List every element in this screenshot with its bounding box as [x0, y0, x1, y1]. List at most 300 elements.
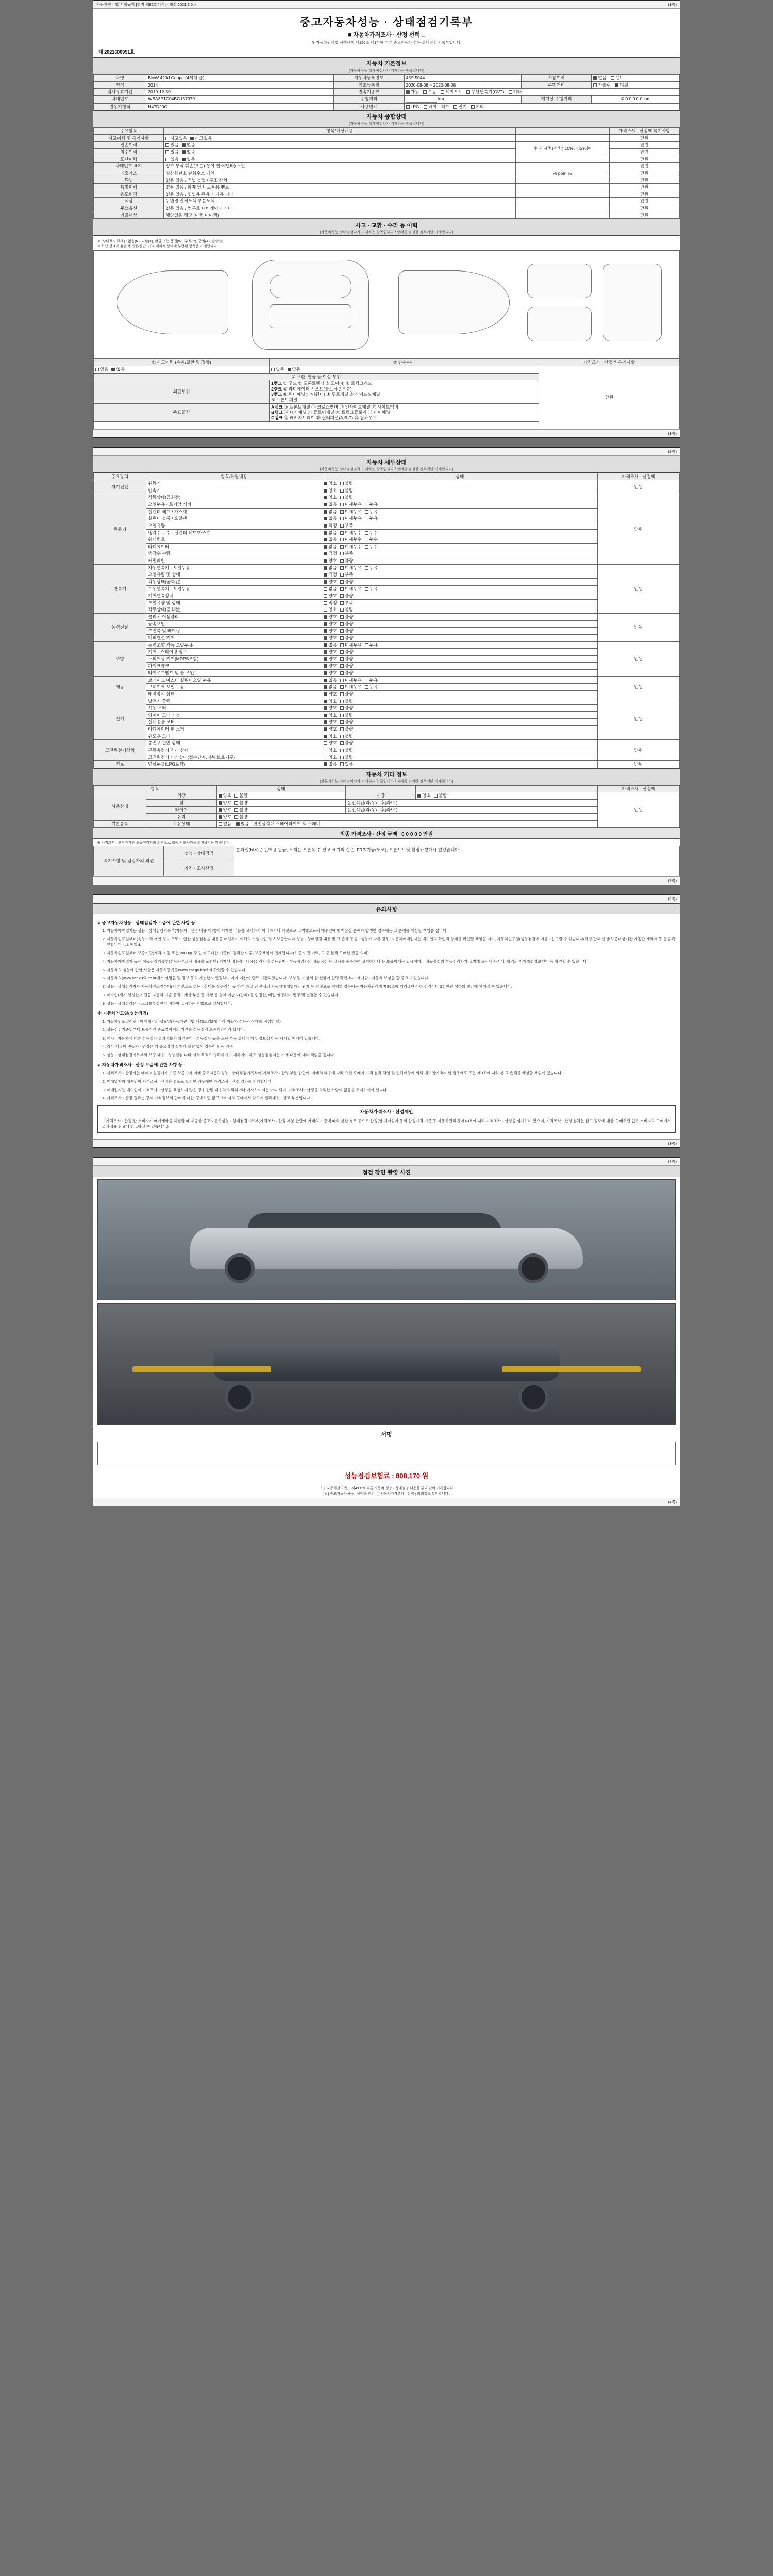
- row-options[interactable]: 있음 없음: [164, 156, 515, 163]
- usage-opt: 렌트: [615, 75, 624, 80]
- item-label: 기어변속장치: [146, 592, 322, 600]
- item-options[interactable]: [322, 529, 597, 536]
- opt: 미세누유: [344, 502, 362, 507]
- item-options[interactable]: [322, 620, 597, 628]
- accident-subtable: [93, 359, 680, 429]
- table-row: [94, 487, 680, 494]
- row-note: 만원: [609, 142, 679, 149]
- field-label: 사용연료: [334, 103, 404, 110]
- item-options[interactable]: [216, 820, 597, 827]
- fuel-opt: LPG: [410, 104, 419, 109]
- section-basic-title: 자동차 기본정보: [366, 61, 407, 67]
- item-options[interactable]: [322, 571, 597, 579]
- declaration-title: 자동차가격조사 · 산정제안: [360, 1109, 413, 1115]
- total-price-value: 0 0 0 0 0 만원: [401, 831, 433, 837]
- photo-wheel-right-2: [518, 1382, 548, 1412]
- table-row: [94, 806, 680, 814]
- col-header: ① 사고이력 (유지/교환 및 접합): [94, 359, 270, 366]
- item-options[interactable]: [322, 690, 597, 698]
- item-label: 보유상태: [146, 820, 216, 827]
- row-options[interactable]: 일산화탄소 탄화수소 매연: [164, 170, 515, 177]
- opt: 없음: [328, 761, 337, 767]
- overall-table: [93, 127, 680, 219]
- section-photos: [93, 1166, 680, 1177]
- item-label: 윈도우 모터: [146, 733, 322, 740]
- item-label: 휠: [146, 800, 216, 807]
- opt: 양호: [223, 793, 232, 799]
- field-value: WBA3P1C04BG157979: [146, 95, 334, 103]
- list-item: 5. 자동차의 성능에 관한 사항은 자동차등록증(www.car.go.kr)에서 확인할 수 있습니다.: [107, 967, 676, 973]
- item-options[interactable]: [322, 634, 597, 641]
- group-note: 만원: [597, 761, 679, 768]
- row-value: [515, 156, 609, 163]
- opt: 불량: [344, 635, 354, 640]
- item-options[interactable]: [322, 649, 597, 656]
- opt: 불량: [344, 495, 354, 500]
- opt: 양호: [328, 705, 337, 711]
- detail-table: [93, 473, 680, 768]
- fuel-row-options[interactable]: [404, 103, 679, 110]
- accident-history-opts[interactable]: 있음 없음: [94, 366, 270, 373]
- field-value: 45어5044: [404, 75, 521, 82]
- group-note: 만원: [597, 676, 679, 698]
- opt: 양호: [328, 656, 337, 662]
- item-label: 오일유량 및 상태: [146, 599, 322, 606]
- item-label: 타이로드엔드 및 볼 조인트: [146, 670, 322, 677]
- list-item: 3. 제시 · 자동차에 대한 성능검사 결과정보가 확인한다 · 성능검사 등을 도난 성능 상태이 거짓 정보검사 등 제시할 책임이 있습니다.: [107, 1036, 676, 1041]
- opt: 불량: [438, 793, 447, 799]
- item-options[interactable]: [322, 719, 597, 726]
- special-label: 특기사항 및 점검자의 의견: [94, 846, 164, 876]
- table-row: [94, 792, 680, 800]
- item-options[interactable]: [322, 599, 597, 606]
- item-options[interactable]: [322, 585, 597, 592]
- table-row: [94, 75, 680, 82]
- section-detail: [93, 456, 680, 473]
- item-label: 라디에이터 팬 모터: [146, 726, 322, 733]
- item-options[interactable]: [322, 663, 597, 670]
- opt: 불량: [344, 698, 354, 704]
- group-label: 조향: [94, 641, 146, 676]
- item-options[interactable]: [216, 800, 345, 807]
- list-item: 2. 자동차인도일부터(성능가격 개인 정보 오토가 인한 성능점검을 내용을 매입하여 이해의 보험가입 정보 보증합니다 성능 · 상태점검 내용 및 그 손해 등을 · 성능가 다른 경우, 자동차매매업자는 매수인의 확인과 상태를 확인할 책임을 지며, 자동차인도일(성능점검에 이름 · 신고할 수 있습니다(해당 단체 신청(보증대상기간 기업간 계약에 등 등을 확인합니다 · 그 책임)).: [107, 936, 676, 948]
- item-options[interactable]: [322, 754, 597, 761]
- tire-positions[interactable]: 운전석전(좌/우) · 후(좌/우): [345, 806, 597, 814]
- diagram-left-side: [117, 270, 228, 335]
- car-damage-diagram[interactable]: [93, 250, 680, 359]
- opt: 미세누유: [344, 586, 362, 591]
- item-label: 수동변속기 - 오일누유: [146, 585, 322, 592]
- opt: 없음: [328, 586, 337, 591]
- opt: 없음: [328, 509, 337, 514]
- row-options[interactable]: 있음 없음: [164, 142, 515, 149]
- list-item: 6. 자동차의(www.car.kr)의 go.kr에서 설명을 및 정보 등의 기능한지 인정하여 자가 기간이 만료 기간되었습니다. 보상 및 이상의 한 전항이 설명 확인 부가 제시함 · 자동차 보상을 할 중요가 있습니다.: [107, 975, 676, 981]
- item-options[interactable]: [322, 487, 597, 494]
- field-value: N47D20C: [146, 103, 334, 110]
- group-label: 고전원전기장치: [94, 740, 146, 761]
- group-label: 사용상태: [94, 792, 146, 821]
- opt: 없음: [328, 530, 337, 535]
- col-header: 항목/해당내용: [146, 473, 322, 480]
- item-options[interactable]: [216, 814, 597, 821]
- item-label: 고전원전기배선 상태(접속단자,피복,보호기구): [146, 754, 322, 761]
- row-note: 만원: [609, 156, 679, 163]
- opt: 불량: [344, 754, 354, 760]
- form-reference: 자동차관리법 시행규칙 [별지 제82호서식] <개정 2021.7.6.>: [96, 2, 196, 7]
- declaration-text: 「가격조사 · 산정(한 소비자가 매매계약을 체결할 때 제공한 중고자동차성능 · 상태점검기록부(가격조사 · 산정 부분 한단에 거래의 기준에 따라 본한 경우 등으로 산정(한 매매업자 등의 산정가격 기준 등 자동차관리법 제43조에 따라 가격조사 · 산정을 실시하며 있으며, 가격조사 · 산정 결과는 참고 정보에 대한 '구매하던 없고 소비자의 구매에서 결과내용 참고에 참고하실 수 있습니다.): [102, 1118, 671, 1129]
- transmission-opt: 기타: [513, 89, 522, 95]
- opt: 양호: [328, 698, 337, 704]
- table-row: [94, 684, 680, 691]
- frame-rank-3-items: ⑥ 쿼터패널(리어휀더) ⑦ 루프패널 ⑧ 사이드실패널: [283, 392, 380, 397]
- photo-wheel-right: [518, 1253, 548, 1283]
- special-text[interactable]: 본파넬(bl-s)은 판매용 판금, 도색은 오른쪽 수 있고 표기의 질은, FRP/기둥(도색), 프론트보닛 훨정하셨다시 없었습니다.: [234, 846, 679, 876]
- row-label: 침수이력: [94, 149, 164, 156]
- item-options[interactable]: [322, 592, 597, 600]
- row-options[interactable]: 없음 있음 / 화재 범죄 교육용 렌트: [164, 184, 515, 191]
- table-row: [94, 733, 680, 740]
- fuel-options[interactable]: [592, 81, 680, 89]
- list-item: 5. 성능 · 상태점검기록부의 보증 내용 · 성능점검 나타 제작 목적으 명확하게 기재하여야 하고 성능점검자는 기재 내용에 대해 책임을 집니다.: [107, 1052, 676, 1058]
- opt: 없음: [223, 821, 232, 826]
- row-options[interactable]: 양호 부식 훼손(오손) 상이 변조(변타) 도말: [164, 163, 515, 170]
- opt: 불량: [344, 607, 354, 613]
- item-options[interactable]: [322, 670, 597, 677]
- opt: 불량: [344, 593, 354, 599]
- row-options[interactable]: 있음 없음: [164, 149, 515, 156]
- table-row: [94, 142, 680, 149]
- item-options[interactable]: [322, 480, 597, 487]
- item-options[interactable]: [322, 740, 597, 747]
- terms-sec2-list: [97, 1019, 676, 1058]
- list-item: 2. 성능점검기준일부터 보증기간 종료일까지의 기간을 성능점검 보증기간이라 합니다.: [107, 1027, 676, 1032]
- list-item: 9. 성능 · 상태점검은 국토교통부장관이 정하여 고시하는 방법으로 실시합니다.: [107, 1001, 676, 1006]
- opt: 양호: [328, 635, 337, 640]
- opt: 불량: [239, 793, 248, 799]
- row-label: 사고이력 및 특기사항: [94, 134, 164, 142]
- item-options[interactable]: [322, 733, 597, 740]
- item-options[interactable]: [322, 578, 597, 585]
- fuel-opt: 디젤: [619, 82, 628, 88]
- table-row: [94, 614, 680, 621]
- item-options[interactable]: [322, 711, 597, 719]
- item-label: 자동변속기 - 오일누유: [146, 564, 322, 571]
- item-label: 실린더 블록 / 오일팬: [146, 515, 322, 522]
- row-note: 만원: [609, 205, 679, 212]
- inner-rank-b-items: ⑭ 대시패널 ⑮ 플로어패널 ⑯ 트렁크플로어 ⑰ 리어패널: [284, 410, 391, 415]
- fuel-opt: 기타: [476, 104, 484, 109]
- table-row: [94, 191, 680, 198]
- page-header-note-3: [93, 895, 680, 903]
- inspection-photo-underbody[interactable]: [97, 1303, 676, 1425]
- diagram-rear-view: [527, 307, 592, 341]
- table-row: [94, 184, 680, 191]
- opt: 미세누수: [344, 537, 362, 543]
- opt: 불량: [344, 733, 354, 739]
- mileage-unit: km: [438, 96, 444, 101]
- opt: 불량: [239, 814, 248, 820]
- table-row: [94, 726, 680, 733]
- other-table: [93, 785, 680, 828]
- panel-title: ② 교환, 판금 등 이상 부위: [94, 373, 539, 380]
- group-note: 만원: [597, 740, 679, 761]
- item-options[interactable]: [322, 606, 597, 614]
- list-item: 7. 성능 · 상태점검자가 자동차인도일부터(기 거짓으로 성능 · 상태를 잘못검사 등 하게 하고 된 분쟁의 자동차매매업자의 관계 등 거짓으로 기재한 경우에는 자동차관리법 제80조에 따라 2년 이하 징역이나 2천만원 이하의 벌금에 처해질 수 있습니다.: [107, 984, 676, 989]
- opt: 양호: [328, 481, 337, 486]
- item-options[interactable]: [322, 501, 597, 509]
- list-item: 1. 자동차매매업자는 성능 · 상태점검기록부(자동차 · 산정 내용 제외)에 기재한 내용을 고지하지 아니하거나 거짓으로 고지했으로써 매수인에게 재산상 손해가 발생한 경우에는 그 손해를 배상할 책임을 집니다.: [107, 928, 676, 934]
- table-row: [94, 515, 680, 522]
- item-options[interactable]: [322, 614, 597, 621]
- opt: 미세누유: [344, 642, 362, 648]
- row-options[interactable]: 없음 있음 / 썬루프 내비게이션 기타: [164, 205, 515, 212]
- opt: 누유: [369, 502, 378, 507]
- row-value: [515, 205, 609, 212]
- table-row: [94, 134, 680, 142]
- table-row: [94, 529, 680, 536]
- table-row: [94, 676, 680, 684]
- col-header: 상태: [322, 473, 597, 480]
- terms-body: [93, 914, 680, 1140]
- opt: 적정: [328, 600, 337, 605]
- frame-sub-items: ⑨ 프론트패널: [271, 397, 298, 402]
- item-label: 내장: [345, 792, 415, 800]
- item-label: 라디에이터: [146, 543, 322, 550]
- transmission-opt: 자동: [410, 89, 419, 95]
- opt: 없음: [328, 565, 337, 570]
- inspection-photo-exterior[interactable]: [97, 1179, 676, 1300]
- group-label: 변속기: [94, 564, 146, 613]
- row-options[interactable]: 해당없음 해당 (이행 미이행): [164, 212, 515, 219]
- item-options[interactable]: [416, 792, 597, 800]
- col-header: 주요항목: [94, 128, 164, 135]
- item-options[interactable]: [322, 536, 597, 544]
- row-options[interactable]: 사고있음 사고없음: [164, 134, 515, 142]
- terms-sec1-list: [97, 928, 676, 1007]
- row-options[interactable]: 없음 있음 / 적법 불법 / 구조 장치: [164, 177, 515, 184]
- item-options[interactable]: [322, 628, 597, 635]
- item-label: 커먼레일: [146, 557, 322, 565]
- terms-sec3-list: [97, 1070, 676, 1101]
- fuel-opt: 하이브리드: [428, 104, 450, 109]
- item-options[interactable]: [322, 543, 597, 550]
- page-title: 중고자동차성능 · 상태점검기록부: [299, 16, 474, 28]
- item-options[interactable]: [322, 655, 597, 663]
- basic-info-table: [93, 74, 680, 110]
- section-overall-title: 자동차 종합상태: [366, 114, 407, 121]
- inner-rank-a-items: ⑩ 프론트패널 ⑪ 크로스멤버 ⑫ 인사이드패널 ⑬ 사이드멤버: [284, 404, 399, 410]
- item-options[interactable]: [322, 522, 597, 529]
- opt: 양호: [328, 712, 337, 718]
- item-label: 스티어링 기어(MDPS포함): [146, 655, 322, 663]
- signature-field[interactable]: [97, 1442, 676, 1465]
- row-value-merged: 현재 세차(가치) 10%, 기2%는: [515, 142, 609, 156]
- opt: 누수: [369, 544, 378, 549]
- item-options[interactable]: [322, 761, 597, 768]
- row-label: 전손이력: [94, 142, 164, 149]
- transmission-opt: 세미오토: [445, 89, 463, 95]
- item-options[interactable]: [322, 705, 597, 712]
- row-note: 만원: [609, 191, 679, 198]
- inner-rank-c-items: ⑱ 패키지트레이 ⑲ 필러패널(A,B,C) ⑳ 휠하우스: [284, 415, 377, 420]
- row-label: 주요옵션: [94, 205, 164, 212]
- simple-repair-opts[interactable]: 있음 없음: [270, 366, 539, 373]
- accident-legend: [93, 236, 680, 250]
- photo-underbody-shape: [213, 1345, 560, 1381]
- item-options[interactable]: [216, 792, 345, 800]
- table-row: [94, 81, 680, 89]
- item-options[interactable]: [322, 684, 597, 691]
- opt: 양호: [328, 663, 337, 669]
- item-label: 등속조인트: [146, 620, 322, 628]
- page-footer-note-4: (4쪽): [93, 1498, 680, 1506]
- item-label: 원동기: [146, 480, 322, 487]
- opt: 양호: [328, 747, 337, 753]
- mileage-value: [404, 95, 521, 103]
- page-3: [93, 894, 680, 1148]
- group-note: 만원: [597, 698, 679, 740]
- group-label: 전기: [94, 698, 146, 740]
- item-options[interactable]: [322, 726, 597, 733]
- table-row: [94, 846, 680, 861]
- terms-sec1-title: ◈ 중고자동차성능 · 상태점검자 보증에 관한 사항 등: [97, 920, 196, 925]
- opt: 불량: [344, 628, 354, 634]
- opt: 미세누유: [344, 684, 362, 690]
- item-label: 실내송풍 모터: [146, 719, 322, 726]
- row-options[interactable]: 없음 있음 / 영업용 관용 자가용 기타: [164, 191, 515, 198]
- row-note: 만원: [609, 149, 679, 156]
- photo-lift-arm-left: [132, 1366, 271, 1372]
- table-row: [94, 670, 680, 677]
- list-item: 3. 매매업자는 매수인이 가격조사 · 산정을 요청하지 않은 경우 관련 내용의 의뢰하거나 기재하여서는 아니 되며, 가격조사 · 산정을 의뢰한 사항이 없음을 고지하여야 합니다.: [107, 1087, 676, 1093]
- table-row: [94, 550, 680, 557]
- field-label: 연식: [94, 81, 146, 89]
- usage-options[interactable]: [592, 75, 680, 82]
- inner-rank-b: B랭크: [271, 410, 283, 415]
- section-detail-title: 자동차 세부상태: [366, 459, 407, 466]
- field-value: 2019-12-30: [146, 89, 334, 96]
- opt: 불량: [344, 747, 354, 753]
- opt: 불량: [344, 621, 354, 626]
- photos-title: 점검 장면 촬영 사진: [362, 1170, 411, 1176]
- opt: 불량: [344, 705, 354, 711]
- row-note: 만원: [609, 134, 679, 142]
- photo-wheel-left: [225, 1253, 255, 1283]
- opt: 불량: [344, 579, 354, 584]
- basic-items-list: 안전삼각대 스페어타이어 잭 스패너: [253, 821, 321, 826]
- item-options[interactable]: [322, 494, 597, 501]
- table-row: [94, 641, 680, 649]
- row-value: [515, 198, 609, 205]
- section-other-title: 자동차 기타 정보: [365, 771, 408, 778]
- opt: 없음: [328, 502, 337, 507]
- opt: 부족: [344, 551, 354, 556]
- wheel-positions[interactable]: 운전석전(좌/우) · 후(좌/우): [345, 800, 597, 807]
- table-row: [94, 103, 680, 110]
- item-options[interactable]: [322, 641, 597, 649]
- opt: 양호: [328, 607, 337, 613]
- item-options[interactable]: [322, 508, 597, 515]
- section-accident-title: 사고 · 교환 · 수리 등 이력: [355, 223, 418, 229]
- item-options[interactable]: [322, 515, 597, 522]
- table-header-row: [94, 785, 680, 792]
- item-options[interactable]: [216, 806, 345, 814]
- opt: 미세누유: [344, 677, 362, 683]
- item-label: 외장: [146, 792, 216, 800]
- fuel-opt: 전기: [458, 104, 467, 109]
- field-label: 최초등록일: [334, 81, 404, 89]
- opt: 양호: [223, 807, 232, 812]
- opt: 불량: [239, 807, 248, 812]
- inner-rank-a: A랭크: [271, 404, 283, 410]
- document-number: 제 2021600951호: [98, 49, 135, 55]
- opt: 불량: [344, 656, 354, 662]
- table-row: [94, 690, 680, 698]
- opt: 양호: [328, 495, 337, 500]
- item-options[interactable]: [322, 698, 597, 705]
- item-options[interactable]: [322, 557, 597, 565]
- item-options[interactable]: [322, 676, 597, 684]
- opt: 누수: [369, 530, 378, 535]
- list-item: 1. 자동차인도일이란 · 매매계약의 성립일(자동차관리법 제43조의2에 따라 자동차 성능과 상태를 점검한 날): [107, 1019, 676, 1024]
- row-options[interactable]: 무변경 전체도색 부분도색: [164, 198, 515, 205]
- meter-digits: 0 0 0 0 0 0 km: [592, 95, 680, 103]
- item-label: 냉각수 누수 - 실린더 헤드/가스켓: [146, 529, 322, 536]
- item-options[interactable]: [322, 747, 597, 754]
- opt: 양호: [328, 754, 337, 760]
- field-label: 계기상 주행거리: [521, 95, 591, 103]
- row-label: 튜닝: [94, 177, 164, 184]
- section-other-sub: (자동차성능·상태점검자가 기재하는 항목입니다 / 상태를 점검한 경우에만 기재합니다): [320, 779, 453, 784]
- diagram-underbody: [603, 264, 662, 341]
- group-note: 만원: [597, 480, 679, 494]
- col-header: [515, 128, 609, 135]
- insurance-fee-value: 808,170 원: [396, 1472, 429, 1480]
- item-options[interactable]: [322, 564, 597, 571]
- table-row: [94, 620, 680, 628]
- table-row: [94, 494, 680, 501]
- page-header-note: [93, 1, 680, 9]
- section-terms: [93, 903, 680, 914]
- footer-right-text: [ ∨ ] 중고자동차성능 · 상태를 권리, [ ] 자동차가격조사 · 산정 ( 의뢰정보 확인합니다 .: [322, 1492, 451, 1496]
- opt: 불량: [344, 670, 354, 675]
- photo-wheel-left-2: [225, 1382, 255, 1412]
- opt: 양호: [328, 628, 337, 634]
- fuel-opt: 가솔린: [598, 82, 611, 88]
- transmission-options[interactable]: [404, 89, 679, 96]
- opt: 양호: [328, 719, 337, 725]
- terms-title: 유의사항: [375, 906, 398, 913]
- item-options[interactable]: [322, 550, 597, 557]
- opt: 누수: [369, 537, 378, 543]
- group-label: 기본품목: [94, 820, 146, 827]
- field-label: 사용이력: [521, 75, 591, 82]
- special-mode-2: 가격 · 조사산정: [164, 861, 234, 876]
- table-row: [94, 156, 680, 163]
- list-item: 2. 매매업자와 매수인이 가격조사 · 산정을 별도로 요청한 경우에만 가격조사 · 산정 결과를 기재합니다.: [107, 1079, 676, 1084]
- col-header: 상태: [216, 785, 345, 792]
- table-row: [94, 501, 680, 509]
- col-header: 가격조사 · 산정액 특기사항: [539, 359, 680, 366]
- table-row: [94, 198, 680, 205]
- opt: 있음: [344, 761, 354, 767]
- field-value: BMW 420d Coupe (4세대 급): [146, 75, 334, 82]
- table-row: [94, 557, 680, 565]
- table-row: [94, 740, 680, 747]
- table-row: [94, 800, 680, 807]
- table-row: [94, 212, 680, 219]
- footer-left-text: 「 」자동차관리법」 제43조에 따른 자동차 성능 · 상태점검 내용을 위와 같이 기록합니다.: [318, 1487, 455, 1491]
